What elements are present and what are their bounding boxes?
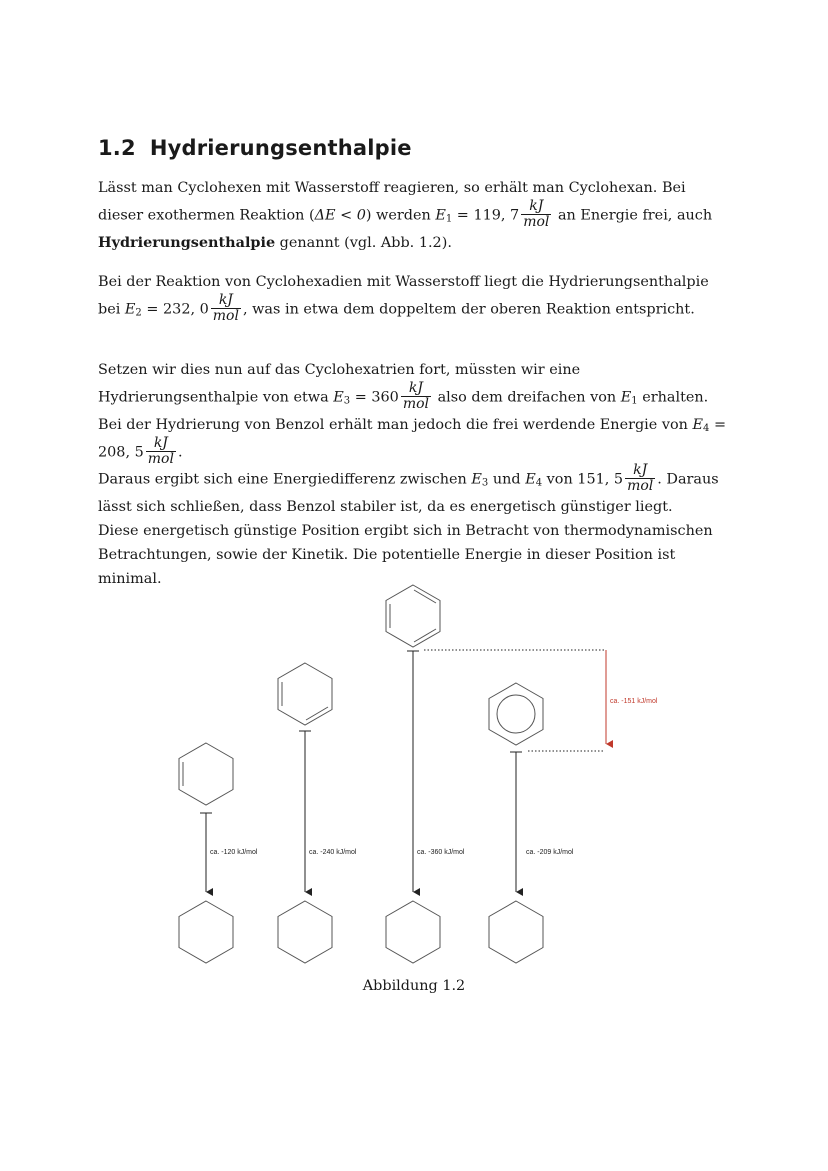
label-cyclohexene: ca. -120 kJ/mol xyxy=(210,849,258,856)
cyclohexane-product-1 xyxy=(179,901,233,963)
label-cyclohexadiene: ca. -240 kJ/mol xyxy=(309,849,357,856)
p2-subscript: 2 xyxy=(135,307,142,319)
paragraph-4: Daraus ergibt sich eine Energiedifferenz zwischen $E_3$ und $E_4$ von 151, 5 $\frac{kJ}{\text{mol}}$ . Daraus lässt sich schließen, dass Benzol stabiler ist, da es energetisch günstiger liegt. Diese energetisch günstige Position ergibt sich in Betracht von thermodynamischen Betrachtungen, sowie der Kinetik. Die potentielle Energie in dieser Position ist minimal. xyxy=(98,462,719,587)
p1-subscript: 1 xyxy=(445,213,453,225)
unit-fraction: $\frac{kJ}{\text{mol}}$ xyxy=(627,462,654,494)
figure-caption: Abbildung 1.2 xyxy=(362,978,466,994)
cyclohexane-product-3 xyxy=(386,901,440,963)
p1-text-2: ) werden xyxy=(365,207,436,224)
p1-variable: E xyxy=(435,207,446,224)
section-title: Hydrierungsenthalpie xyxy=(149,136,412,160)
paragraph-3: Setzen wir dies nun auf das Cyclohexatrien fort, müssten wir eine Hydrierungsenthalpie von etwa $E_3 = 360$ $\frac{kJ}{\text{mol}}$ also dem dreifachen von $E_1$ erhalten. Bei der Hydrierung von Benzol erhält man jedoch die frei werdende Energie von $E_4 = 208$, 5 $\frac{kJ}{\text{mol}}$ . xyxy=(98,362,727,467)
p4-text-1: Daraus ergibt sich eine Energiedifferenz zwischen xyxy=(98,471,472,488)
p3-value-1: = 360 xyxy=(350,389,399,406)
p3-text-1: Setzen wir dies nun auf das Cyclohexatrien fort, müssten wir eine Hydrierungsenthalpie von etwa xyxy=(98,362,581,406)
p2-text-1: Bei der Reaktion von Cyclohexadien mit Wasserstoff liegt die Hydrierungsenthalpie bei xyxy=(98,274,709,318)
cyclohexadiene-molecule xyxy=(278,663,332,725)
unit-fraction: $\frac{kJ}{\text{mol}}$ xyxy=(212,292,239,324)
cyclohexene-molecule xyxy=(179,743,233,805)
p1-text-3: an Energie frei, auch xyxy=(553,207,713,224)
p3-text-2: also dem dreifachen von xyxy=(433,389,621,406)
bold-term: Hydrierungsenthalpie xyxy=(98,234,276,251)
p2-value: = 232, 0 xyxy=(141,301,209,318)
p2-text-2: , was in etwa dem doppeltem der oberen Reaktion entspricht. xyxy=(242,301,695,318)
unit-fraction: $\frac{kJ}{\text{mol}}$ xyxy=(523,198,550,230)
paragraph-1 xyxy=(98,176,734,255)
unit-fraction: $\frac{kJ}{\text{mol}}$ xyxy=(147,435,174,467)
p4-text-5: Diese energetisch günstige Position ergibt sich in Betracht von thermodynamischen Betrachtungen, sowie der Kinetik. Die potentielle Energie in dieser Position ist minimal. xyxy=(98,523,713,587)
label-cyclohexatriene: ca. -360 kJ/mol xyxy=(417,849,465,856)
p1-value: = 119, 7 xyxy=(452,207,520,224)
p3-variable-2: E xyxy=(620,389,632,406)
p4-text-4: . Daraus lässt sich schließen, dass Benzol stabiler ist, da es energetisch günstiger liegt. xyxy=(98,471,719,515)
cyclohexane-product-2 xyxy=(278,901,332,963)
section-number: 1.2 xyxy=(98,136,136,160)
label-benzene: ca. -209 kJ/mol xyxy=(526,849,574,856)
paragraph-2 xyxy=(98,270,734,325)
p4-value: von 151, 5 xyxy=(542,471,624,488)
p3-variable-1: E xyxy=(333,389,344,406)
cyclohexane-product-4 xyxy=(489,901,543,963)
p3-value-3: = 208, 5 xyxy=(98,417,727,461)
p3-variable-3: E xyxy=(692,417,704,433)
section-heading xyxy=(98,136,412,160)
p1-text-4: genannt (vgl. Abb. 1.2). xyxy=(275,235,452,251)
cyclohexatriene-molecule xyxy=(386,585,440,647)
p1-text-1: Lässt man Cyclohexen mit Wasserstoff reagieren, so erhält man Cyclohexan. Bei dieser exothermen Reaktion ( xyxy=(98,180,686,224)
hydrogenation-energy-diagram xyxy=(0,560,828,970)
p3-text-3: erhalten. Bei der Hydrierung von Benzol erhält man jedoch die frei werdende Energie von xyxy=(98,389,709,433)
p2-variable: E xyxy=(124,301,136,318)
p1-condition: ΔE < 0 xyxy=(314,207,366,224)
benzene-aromatic-ring xyxy=(497,695,535,733)
unit-fraction: $\frac{kJ}{\text{mol}}$ xyxy=(402,380,429,412)
label-difference: ca. -151 kJ/mol xyxy=(610,698,658,705)
